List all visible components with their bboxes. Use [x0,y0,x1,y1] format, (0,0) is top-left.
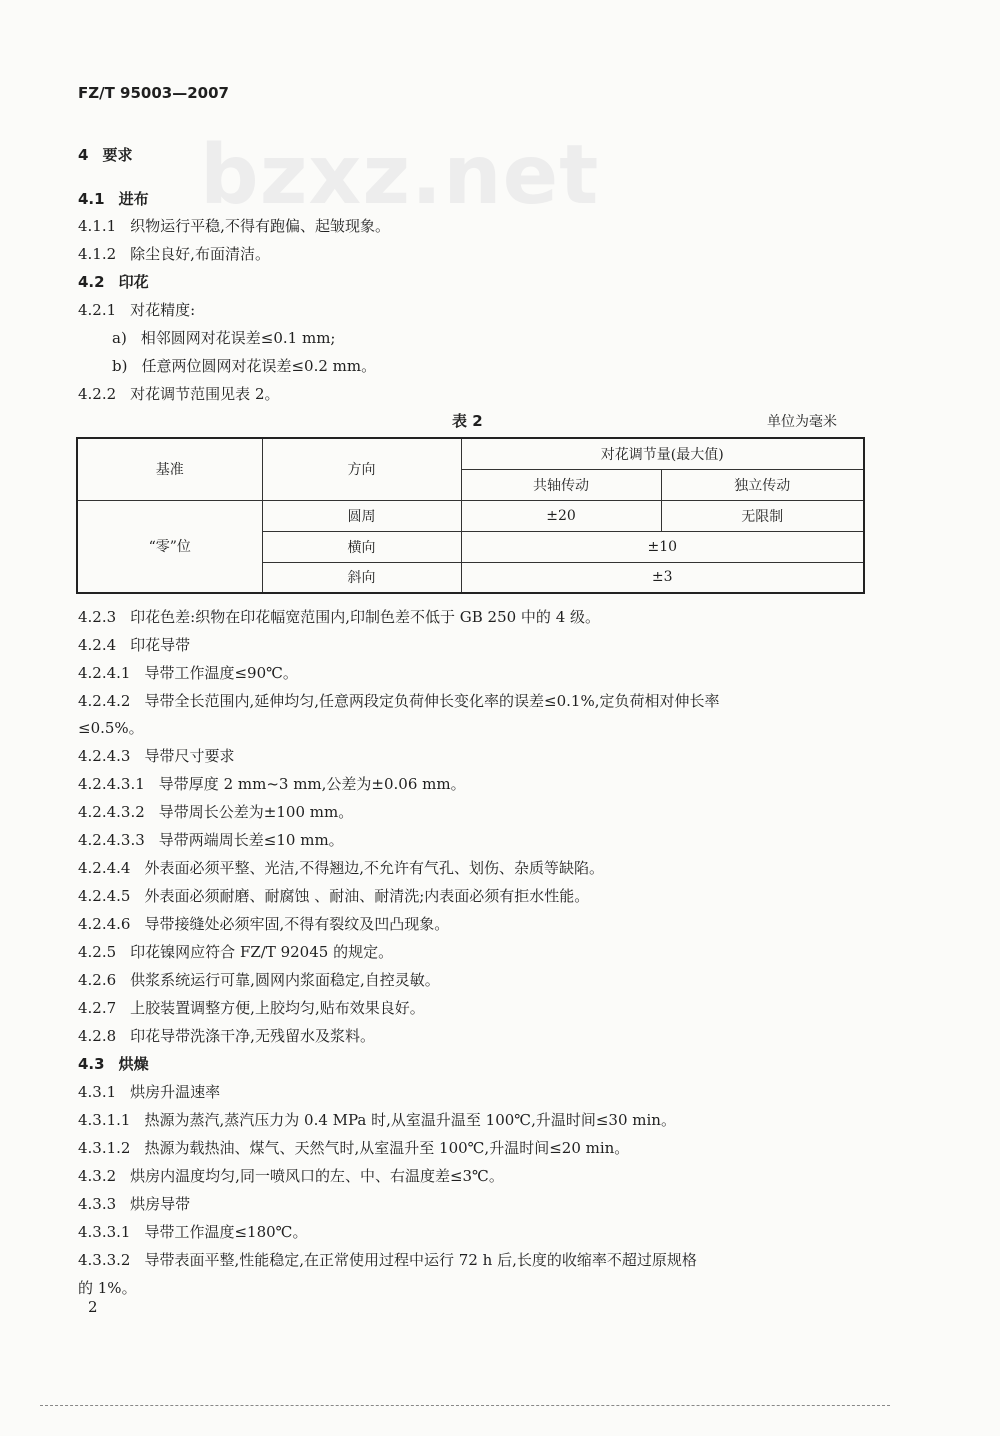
clause-number: 4.2.4.3.1 [78,775,145,793]
value-cell: ±10 [461,531,864,562]
clause-text: 外表面必须耐磨、耐腐蚀 、耐油、耐清洗;内表面必须有拒水性能。 [144,887,590,905]
clause-number: 4.2 [78,273,105,291]
clause-text: 的 1%。 [78,1279,137,1297]
clause-text: 烘房导带 [130,1195,191,1213]
clause-number: 4.3.1 [78,1083,117,1101]
clause-line [78,970,440,990]
clause-line [78,272,149,292]
clause-number: 4.2.4.3.3 [78,831,145,849]
clause-text: 烘房内温度均匀,同一喷风口的左、中、右温度差≤3℃。 [130,1167,504,1185]
clause-text: 热源为载热油、煤气、天然气时,从室温升至 100℃,升温时间≤20 min。 [144,1139,630,1157]
clause-number: 4 [78,146,89,164]
clause-line [78,189,149,209]
clause-line [78,1222,307,1242]
clause-line [78,1082,220,1102]
clause-number: 4.3.2 [78,1167,117,1185]
clause-line [78,718,144,738]
clause-line [112,356,376,376]
clause-line [78,774,466,794]
clause-text: 织物运行平稳,不得有跑偏、起皱现象。 [130,217,390,235]
clause-number: 4.2.1 [78,301,117,319]
clause-line [78,607,600,627]
page-number: 2 [88,1298,98,1316]
clause-number: 4.2.5 [78,943,117,961]
clause-number: 4.3.3.1 [78,1223,131,1241]
clause-line [78,691,719,711]
clause-number: 4.3 [78,1055,105,1073]
clause-line [78,830,344,850]
value-cell: ±20 [461,500,661,531]
clause-line [78,914,449,934]
direction-cell: 圆周 [262,500,461,531]
clause-line [78,942,393,962]
clause-line [78,802,353,822]
clause-number: 4.3.1.2 [78,1139,131,1157]
clause-number: 4.2.4.1 [78,664,131,682]
clause-number: 4.2.4.2 [78,692,131,710]
clause-line [78,1110,676,1130]
watermark: bzxz.net [200,128,600,223]
clause-number: 4.1.1 [78,217,117,235]
clause-line [78,300,195,320]
clause-text: 导带接缝处必须牢固,不得有裂纹及凹凸现象。 [144,915,450,933]
clause-text: 印花镍网应符合 FZ/T 92045 的规定。 [130,943,394,961]
clause-line [78,663,298,683]
clause-number: 4.2.6 [78,971,117,989]
clause-text: 除尘良好,布面清洁。 [130,245,270,263]
clause-number: 4.2.4.3 [78,747,131,765]
clause-text: 供浆系统运行可靠,圆网内浆面稳定,自控灵敏。 [130,971,440,989]
clause-number: 4.1 [78,190,105,208]
clause-text: 热源为蒸汽,蒸汽压力为 0.4 MPa 时,从室温升温至 100℃,升温时间≤30 min。 [144,1111,676,1129]
clause-number: 4.2.4 [78,636,117,654]
clause-number: 4.2.7 [78,999,117,1017]
header-direction: 方向 [262,438,461,500]
clause-line [112,328,336,348]
clause-number: 4.2.4.6 [78,915,131,933]
header-independent: 独立传动 [661,469,864,500]
clause-line [78,635,190,655]
clause-number: 4.3.3.2 [78,1251,131,1269]
clause-number: 4.3.1.1 [78,1111,131,1129]
clause-number: 4.2.3 [78,608,117,626]
clause-text: 烘燥 [118,1055,149,1073]
clause-text: 要求 [102,146,133,164]
clause-text: 进布 [118,190,149,208]
clause-text: 导带全长范围内,延伸均匀,任意两段定负荷伸长变化率的误差≤0.1%,定负荷相对伸长率 [144,692,720,710]
clause-line [78,1278,137,1298]
clause-text: 导带表面平整,性能稳定,在正常使用过程中运行 72 h 后,长度的收缩率不超过原规格 [144,1251,697,1269]
clause-text: 导带工作温度≤90℃。 [144,664,298,682]
clause-number: b) [112,357,128,375]
clause-text: 外表面必须平整、光洁,不得翘边,不允许有气孔、划伤、杂质等缺陷。 [144,859,605,877]
clause-line [78,145,132,165]
clause-number: 4.2.8 [78,1027,117,1045]
clause-line [78,244,270,264]
header-adjustment-group: 对花调节量(最大值) [461,438,864,469]
header-coaxial: 共轴传动 [461,469,661,500]
clause-line [78,216,390,236]
clause-text: 对花调节范围见表 2。 [130,385,280,403]
clause-line [78,1054,149,1074]
clause-number: a) [112,329,127,347]
value-cell: ±3 [461,562,864,593]
clause-number: 4.3.3 [78,1195,117,1213]
clause-line [78,1138,629,1158]
standard-number-header: FZ/T 95003—2007 [78,84,229,102]
clause-line [78,858,604,878]
clause-line [78,1250,697,1270]
clause-line [78,384,279,404]
clause-text: 导带周长公差为±100 mm。 [158,803,354,821]
adjustment-range-table [76,437,865,594]
clause-text: 印花导带 [130,636,191,654]
clause-text: 相邻圆网对花误差≤0.1 mm; [140,329,336,347]
clause-number: 4.2.4.5 [78,887,131,905]
header-basis: 基准 [77,438,262,500]
clause-text: 导带工作温度≤180℃。 [144,1223,308,1241]
clause-line [78,886,589,906]
clause-number: 4.1.2 [78,245,117,263]
direction-cell: 斜向 [262,562,461,593]
clause-text: 导带两端周长差≤10 mm。 [158,831,344,849]
clause-text: 上胶装置调整方便,上胶均匀,贴布效果良好。 [130,999,425,1017]
clause-text: 导带尺寸要求 [144,747,235,765]
clause-text: 印花导带洗涤干净,无残留水及浆料。 [130,1027,375,1045]
clause-line [78,998,425,1018]
basis-zero-cell: “零”位 [77,500,262,593]
table-caption: 表 2 [452,412,483,430]
clause-number: 4.2.4.3.2 [78,803,145,821]
clause-line [78,1166,504,1186]
scan-edge-divider [40,1405,890,1406]
direction-cell: 横向 [262,531,461,562]
value-cell: 无限制 [661,500,864,531]
clause-line [78,1194,190,1214]
clause-line [78,1026,375,1046]
clause-text: 任意两位圆网对花误差≤0.2 mm。 [141,357,377,375]
clause-number: 4.2.2 [78,385,117,403]
clause-text: 烘房升温速率 [130,1083,221,1101]
clause-text: 印花色差:织物在印花幅宽范围内,印制色差不低于 GB 250 中的 4 级。 [130,608,601,626]
clause-text: 导带厚度 2 mm~3 mm,公差为±0.06 mm。 [158,775,466,793]
clause-text: 对花精度: [130,301,196,319]
table-unit-note: 单位为毫米 [767,414,837,430]
clause-text: 印花 [118,273,149,291]
clause-text: ≤0.5%。 [78,719,144,737]
clause-line [78,746,235,766]
clause-number: 4.2.4.4 [78,859,131,877]
